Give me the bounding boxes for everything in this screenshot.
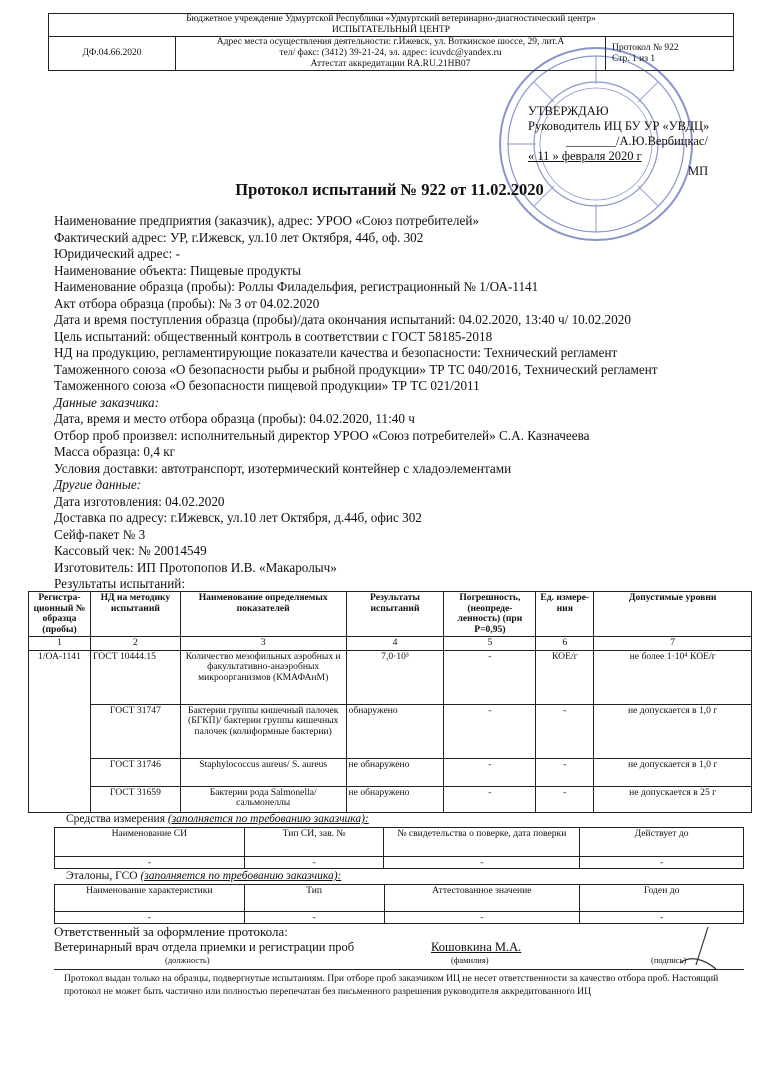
sampling-act-line: Акт отбора образца (пробы): № 3 от 04.02.2020 <box>54 295 320 311</box>
col-header: Тип СИ, зав. № <box>244 828 384 857</box>
error-cell: - <box>444 786 536 812</box>
caption-signature: (подпись) <box>651 955 687 965</box>
instruments-title: Средства измерения <box>66 813 165 825</box>
limit-cell: не допускается в 1,0 г <box>594 704 752 758</box>
doc-code: ДФ.04.66.2020 <box>49 37 176 71</box>
method-cell: ГОСТ 31659 <box>90 786 180 812</box>
footer-disclaimer: Протокол выдан только на образцы, подвергнутые испытаниям. При отборе проб заказчиком ИЦ не несет ответственности за качество отбора проб. Настоящий протокол не может быть частично или полностью перепечатан без письменного разрешения руководителя аккредитованного ИЦ <box>64 973 719 997</box>
table-header-row <box>55 828 744 857</box>
responsible-label: Ответственный за оформление протокола: <box>54 924 288 939</box>
method-cell: ГОСТ 31746 <box>90 758 180 786</box>
page-counter: Стр. 1 из 1 <box>612 53 656 64</box>
other-data-heading: Другие данные: <box>54 477 142 492</box>
regulation-line-2: Таможенного союза «О безопасности рыбы и рыбной продукции» ТР ТС 040/2016, Технический регламент <box>54 361 658 377</box>
regulation-line-1: НД на продукцию, регламентирующие показатели качества и безопасности: Технический регламент <box>54 345 618 360</box>
results-table <box>28 591 752 813</box>
col-num: 1 <box>29 637 91 651</box>
indicator-cell: Бактерии группы кишечный палочек (БГКП)/ бактерии группы кишечных палочек (колиформные бактерии) <box>180 704 346 758</box>
page-title: Протокол испытаний № 922 от 11.02.2020 <box>235 180 544 199</box>
table-cell: - <box>55 857 245 869</box>
customer-data-heading: Данные заказчика: <box>54 394 160 410</box>
col-header-unit: Ед. измере-ния <box>536 592 594 637</box>
limit-cell: не допускается в 25 г <box>594 786 752 812</box>
unit-cell: - <box>536 786 594 812</box>
table-cell: - <box>55 912 245 924</box>
table-cell: - <box>244 857 384 869</box>
col-header: Наименование характеристики <box>55 885 245 912</box>
col-header-limit: Допустимые уровни <box>594 592 752 637</box>
result-cell: не обнаружено <box>346 786 444 812</box>
col-header: Годен до <box>580 885 744 912</box>
address-line-1: Адрес места осуществления деятельности: г.Ижевск, ул. Воткинское шоссе, 29, лит.А <box>216 37 565 47</box>
col-num: 2 <box>90 637 180 651</box>
method-cell: ГОСТ 10444.15 <box>90 650 180 704</box>
approve-heading: УТВЕРЖДАЮ <box>528 104 609 118</box>
manufacturer-line: Изготовитель: ИП Протопопов И.В. «Макаролыч» <box>54 559 337 575</box>
org-name <box>49 14 734 37</box>
instruments-label <box>66 813 369 825</box>
indicator-cell: Staphylococcus aureus/ S. aureus <box>180 758 346 786</box>
regulation-line-3: Таможенного союза «О безопасности пищевой продукции» ТР ТС 021/2011 <box>54 378 480 393</box>
sample-line: Наименование образца (пробы): Роллы Филадельфия, регистрационный № 1/ОА-1141 <box>54 279 539 294</box>
col-header-error: Погрешность, (неопреде-ленность) (при Р=0,95) <box>444 592 536 637</box>
column-number-row <box>29 637 752 651</box>
table-row <box>29 704 752 758</box>
indicator-cell: Количество мезофильных аэробных и факультативно-анаэробных микроорганизмов (КМАФАнМ) <box>180 650 346 704</box>
col-header: Аттестованное значение <box>384 885 580 912</box>
table-cell: - <box>384 912 580 924</box>
unit-cell: КОЕ/г <box>536 650 594 704</box>
customer-line: Наименование предприятия (заказчик), адрес: УРОО «Союз потребителей» <box>54 213 479 228</box>
production-date-line: Дата изготовления: 04.02.2020 <box>54 493 225 509</box>
caption-name: (фамилия) <box>451 955 489 965</box>
result-cell: 7,0·10³ <box>346 650 444 704</box>
error-cell: - <box>444 704 536 758</box>
standards-title: Эталоны, ГСО <box>66 870 138 882</box>
table-cell: - <box>244 912 384 924</box>
result-cell: не обнаружено <box>346 758 444 786</box>
footer-divider <box>54 969 744 970</box>
stamp-place: МП <box>688 164 709 178</box>
table-header-row <box>55 885 744 912</box>
approval-block <box>528 104 748 179</box>
table-row <box>29 786 752 812</box>
approval-date: « 11 » февраля 2020 г <box>528 149 642 163</box>
address-line-2: тел/ факс: (3412) 39-21-24, эл. адрес: icuvdc@yandex.ru <box>279 48 502 58</box>
col-num: 6 <box>536 637 594 651</box>
actual-address-line: Фактический адрес: УР, г.Ижевск, ул.10 лет Октября, 44б, оф. 302 <box>54 229 424 245</box>
table-cell: - <box>580 857 744 869</box>
sampler-line: Отбор проб произвел: исполнительный директор УРОО «Союз потребителей» С.А. Казначеева <box>54 427 590 443</box>
method-cell: ГОСТ 31747 <box>90 704 180 758</box>
unit-cell: - <box>536 758 594 786</box>
responsible-name: Кошовкина М.А. <box>431 940 522 954</box>
object-line: Наименование объекта: Пищевые продукты <box>54 262 301 278</box>
signature-mark <box>660 925 720 973</box>
org-line-2: ИСПЫТАТЕЛЬНЫЙ ЦЕНТР <box>331 25 451 35</box>
table-row <box>29 650 752 704</box>
col-num: 5 <box>444 637 536 651</box>
table-row <box>29 758 752 786</box>
col-header: № свидетельства о поверке, дата поверки <box>384 828 580 857</box>
unit-cell: - <box>536 704 594 758</box>
table-cell: - <box>384 857 580 869</box>
col-header-indicator: Наименование определяемых показателей <box>180 592 346 637</box>
legal-address-line: Юридический адрес: - <box>54 246 181 261</box>
protocol-details <box>54 213 744 593</box>
mass-line: Масса образца: 0,4 кг <box>54 444 176 459</box>
standards-table <box>54 884 744 924</box>
purpose-line: Цель испытаний: общественный контроль в соответствии с ГОСТ 58185-2018 <box>54 328 493 344</box>
approver-position: Руководитель ИЦ БУ УР «УВДЦ» <box>528 119 710 133</box>
receipt-line: Кассовый чек: № 20014549 <box>54 543 207 558</box>
results-header-row <box>29 592 752 637</box>
delivery-address-line: Доставка по адресу: г.Ижевск, ул.10 лет Октября, д.44б, офис 302 <box>54 510 422 525</box>
standards-label <box>66 870 341 882</box>
sample-id-cell: 1/ОА-1141 <box>29 650 91 812</box>
col-header: Действует до <box>580 828 744 857</box>
indicator-cell: Бактерии рода Salmonella/сальмонеллы <box>180 786 346 812</box>
table-row <box>55 857 744 869</box>
col-header: Наименование СИ <box>55 828 245 857</box>
delivery-conditions-line: Условия доставки: автотранспорт, изотермический контейнер с хладоэлементами <box>54 460 512 476</box>
results-heading: Результаты испытаний: <box>54 576 186 591</box>
col-header-result: Результаты испытаний <box>346 592 444 637</box>
col-header-method: НД на методику испытаний <box>90 592 180 637</box>
col-num: 4 <box>346 637 444 651</box>
safe-package-line: Сейф-пакет № 3 <box>54 526 146 542</box>
table-row <box>55 912 744 924</box>
table-cell: - <box>580 912 744 924</box>
col-header-id: Регистра-ционный № образца (пробы) <box>29 592 91 637</box>
standards-note: (заполняется по требованию заказчика): <box>140 870 342 882</box>
col-num: 3 <box>180 637 346 651</box>
limit-cell: не более 1·10⁴ КОЕ/г <box>594 650 752 704</box>
protocol-number: Протокол № 922 <box>612 42 679 53</box>
org-line-1: Бюджетное учреждение Удмуртской Республики «Удмуртский ветеринарно-диагностический центр» <box>186 14 596 24</box>
instruments-table <box>54 827 744 869</box>
error-cell: - <box>444 650 536 704</box>
accreditation: Аттестат аккредитации RA.RU.21НВ07 <box>310 59 471 69</box>
instruments-note: (заполняется по требованию заказчика): <box>167 813 369 825</box>
result-cell: обнаружено <box>346 704 444 758</box>
error-cell: - <box>444 758 536 786</box>
receipt-date-line: Дата и время поступления образца (пробы)/дата окончания испытаний: 04.02.2020, 13:40 ч/ 10.02.2020 <box>54 312 631 327</box>
approver-signature: ________/А.Ю.Вербицкас/ <box>566 134 708 148</box>
responsible-position: Ветеринарный врач отдела приемки и регистрации проб <box>54 940 355 954</box>
caption-position: (должность) <box>165 955 210 965</box>
col-header: Тип <box>244 885 384 912</box>
col-num: 7 <box>594 637 752 651</box>
sampling-date-line: Дата, время и место отбора образца (пробы): 04.02.2020, 11:40 ч <box>54 411 415 426</box>
limit-cell: не допускается в 1,0 г <box>594 758 752 786</box>
